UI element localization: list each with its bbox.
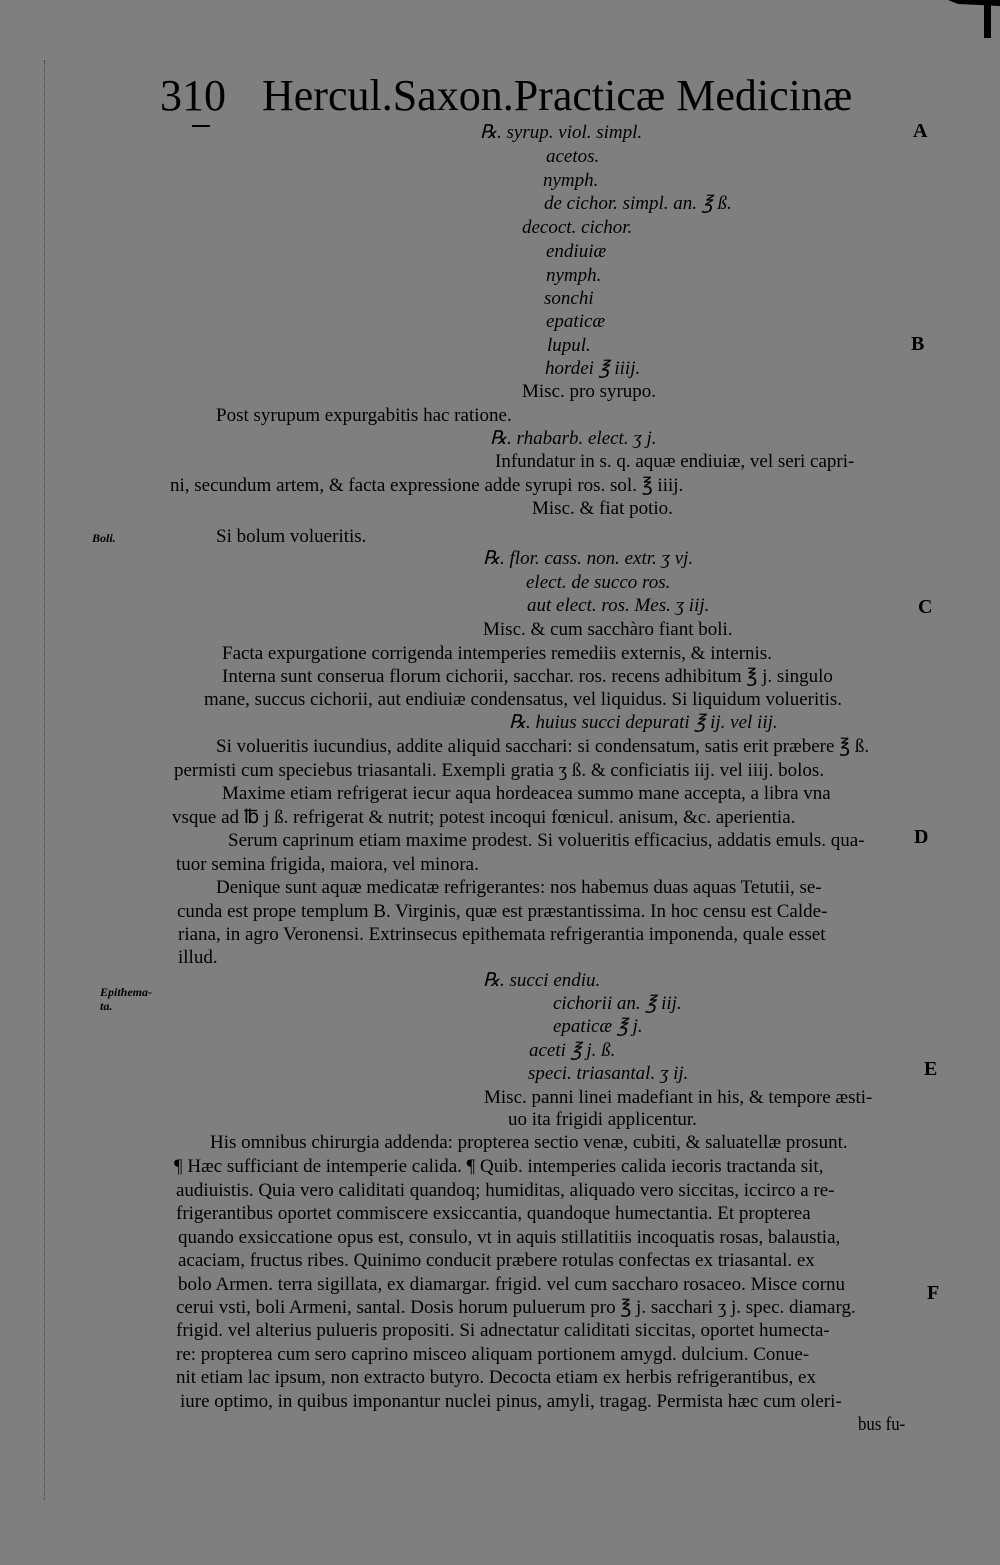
- page-edge-shadow: [44, 60, 51, 1500]
- text-line: His omnibus chirurgia addenda: propterea sectio venæ, cubiti, & saluatellæ prosunt.: [210, 1132, 848, 1153]
- page-number: 310: [160, 71, 226, 120]
- text-line: Misc. & cum sacchàro fiant boli.: [483, 619, 733, 640]
- prescription-line: nymph.: [543, 170, 599, 191]
- prescription-line: de cichor. simpl. an. ℥ ß.: [544, 193, 732, 214]
- text-line: cerui vsti, boli Armeni, santal. Dosis horum puluerum pro ℥ j. sacchari ʒ j. spec. diamarg.: [176, 1297, 856, 1318]
- margin-letter-f: F: [927, 1282, 940, 1304]
- text-line: iure optimo, in quibus imponantur nuclei pinus, amyli, tragag. Permista hæc cum oleri-: [180, 1391, 842, 1412]
- text-line: Misc. & fiat potio.: [532, 498, 673, 519]
- text-line: Interna sunt conserua florum cichorii, sacchar. ros. recens adhibitum ℥ j. singulo: [222, 666, 833, 687]
- text-line: Misc. panni linei madefiant in his, & tempore æsti-: [484, 1087, 873, 1108]
- prescription-line: ℞. succi endiu.: [483, 970, 601, 991]
- text-line: mane, succus cichorii, aut endiuiæ condensatus, vel liquidus. Si liquidum volueritis.: [204, 689, 842, 710]
- prescription-line: ℞. syrup. viol. simpl.: [480, 122, 643, 143]
- prescription-line: ℞. huius succi depurati ℥ ij. vel iij.: [509, 712, 778, 733]
- text-line: riana, in agro Veronensi. Extrinsecus epithemata refrigerantia imponenda, quale esset: [178, 924, 826, 945]
- text-line: frigerantibus oportet commiscere exsiccantia, quandoque humectantia. Et propterea: [176, 1203, 811, 1224]
- text-line: Si volueritis iucundius, addite aliquid sacchari: si condensatum, satis erit præbere ℥ ß.: [216, 736, 870, 757]
- text-line: Maxime etiam refrigerat iecur aqua hordeacea summo mane accepta, a libra vna: [222, 783, 831, 804]
- prescription-line: sonchi: [544, 288, 594, 309]
- prescription-line: lupul.: [547, 335, 591, 356]
- prescription-line: nymph.: [546, 265, 602, 286]
- running-title: Hercul.Saxon.Practicæ Medicinæ: [262, 71, 853, 120]
- text-line: Misc. pro syrupo.: [522, 381, 657, 402]
- prescription-line: acetos.: [546, 146, 600, 167]
- prescription-line: cichorii an. ℥ iij.: [553, 993, 682, 1014]
- text-line: vsque ad ℔ j ß. refrigerat & nutrit; potest incoqui fœnicul. anisum, &c. aperientia.: [172, 807, 796, 828]
- text-line: ¶ Hæc sufficiant de intemperie calida. ¶ Quib. intemperies calida iecoris tractanda sit,: [174, 1156, 824, 1177]
- margin-letter-e: E: [924, 1058, 938, 1080]
- text-line: Infundatur in s. q. aquæ endiuiæ, vel seri capri-: [495, 451, 855, 472]
- text-line: ni, secundum artem, & facta expressione adde syrupi ros. sol. ℥ iiij.: [170, 475, 684, 496]
- prescription-line: aceti ℥ j. ß.: [529, 1040, 616, 1061]
- prescription-line: ℞. rhabarb. elect. ʒ j.: [490, 428, 657, 449]
- catchword: bus fu-: [858, 1414, 906, 1435]
- text-line: quando exsiccatione opus est, consulo, vt in aquis stillatitiis incoquatis rosas, balaustia,: [178, 1227, 841, 1248]
- prescription-line: aut elect. ros. Mes. ʒ iij.: [527, 595, 710, 616]
- text-line: Facta expurgatione corrigenda intemperies remediis externis, & internis.: [222, 643, 772, 664]
- prescription-line: hordei ℥ iiij.: [545, 358, 641, 379]
- header-dash: [192, 125, 210, 127]
- prescription-line: speci. triasantal. ʒ ij.: [528, 1063, 689, 1084]
- text-line: nit etiam lac ipsum, non extracto butyro. Decocta etiam ex herbis refrigerantibus, ex: [176, 1367, 816, 1388]
- text-line: acaciam, fructus ribes. Quinimo conducit præbere rotulas confectas ex triasantal. ex: [178, 1250, 815, 1271]
- text-line: cunda est prope templum B. Virginis, quæ est præstantissima. In hoc censu est Calde-: [177, 901, 828, 922]
- margin-note-epithemata: Epithema-ta.: [100, 985, 153, 1013]
- text-line: frigid. vel alterius pulueris propositi. Si adnectatur caliditati siccitas, oportet humecta-: [176, 1320, 830, 1341]
- text-line: Denique sunt aquæ medicatæ refrigerantes: nos habemus duas aquas Tetutii, se-: [216, 877, 822, 898]
- text-line: audiuistis. Quia vero caliditati quandoq; humiditas, aliquado vero siccitas, iccirco a re-: [176, 1180, 835, 1201]
- text-line: bolo Armen. terra sigillata, ex diamargar. frigid. vel cum saccharo rosaceo. Misce cornu: [178, 1274, 846, 1295]
- page-corner-mark: [948, 0, 1000, 40]
- text-line: Post syrupum expurgabitis hac ratione.: [216, 405, 512, 426]
- text-line: re: propterea cum sero caprino misceo aliquam portionem amygd. dulcium. Conue-: [176, 1344, 810, 1365]
- margin-letter-b: B: [911, 333, 925, 355]
- prescription-line: elect. de succo ros.: [526, 572, 671, 593]
- prescription-line: epaticæ ℥ j.: [553, 1016, 643, 1037]
- prescription-line: epaticæ: [546, 311, 606, 332]
- text-line: Serum caprinum etiam maxime prodest. Si volueritis efficacius, addatis emuls. qua-: [228, 830, 865, 851]
- text-line: uo ita frigidi applicentur.: [508, 1109, 697, 1130]
- margin-letter-a: A: [913, 120, 928, 142]
- running-header: [160, 68, 852, 124]
- text-line: tuor semina frigida, maiora, vel minora.: [176, 854, 479, 875]
- margin-note-boli: Boli.: [92, 531, 116, 545]
- text-line: illud.: [178, 947, 218, 968]
- margin-letter-c: C: [918, 596, 933, 618]
- text-line: Si bolum volueritis.: [216, 526, 367, 547]
- prescription-line: endiuiæ: [546, 241, 607, 262]
- text-line: permisti cum speciebus triasantali. Exempli gratia ʒ ß. & conficiatis iij. vel iiij. bolos.: [174, 760, 825, 781]
- prescription-line: decoct. cichor.: [522, 217, 633, 238]
- prescription-line: ℞. flor. cass. non. extr. ʒ vj.: [483, 548, 694, 569]
- margin-letter-d: D: [914, 826, 929, 848]
